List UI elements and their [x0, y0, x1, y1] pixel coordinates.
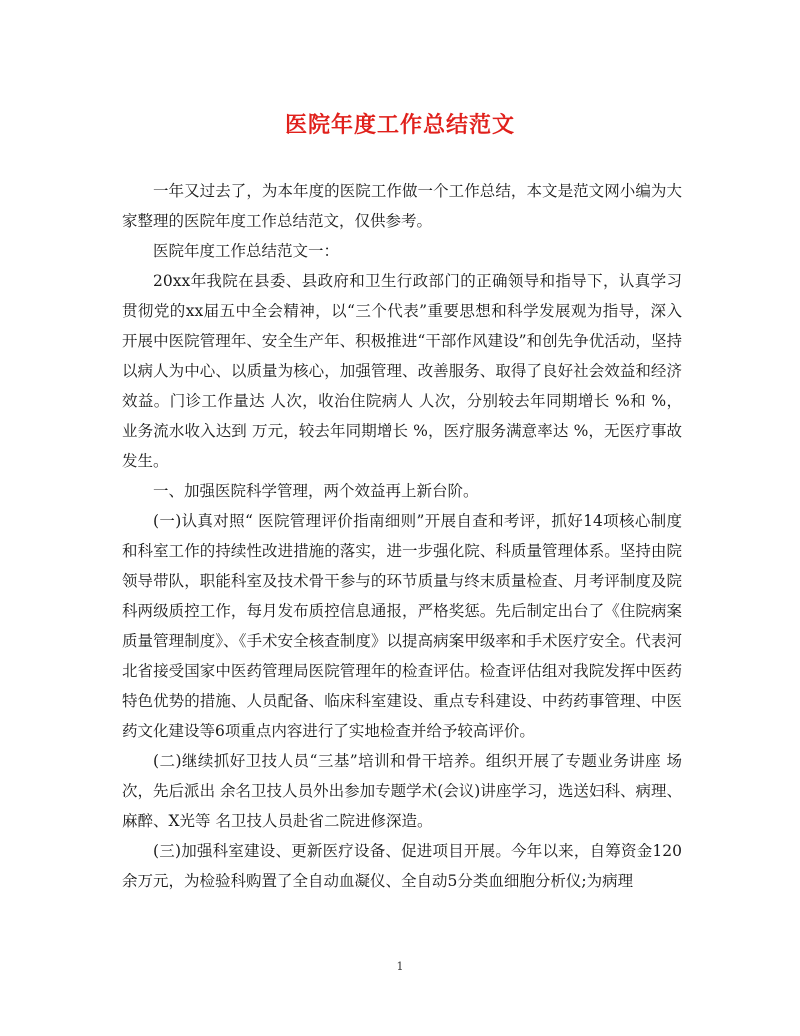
document-title: 医院年度工作总结范文 [284, 112, 515, 138]
page-number: 1 [396, 960, 404, 973]
paragraph-intro: 一年又过去了，为本年度的医院工作做一个工作总结，本文是范文网小编为大家整理的医院年度工作总结范文，仅供参考。 [122, 182, 682, 230]
paragraph-item-one: (一)认真对照“ 医院管理评价指南细则”开展自查和考评，抓好14项核心制度和科室工作的持续性改进措施的落实，进一步强化院、科质量管理体系。坚持由院领导带队，职能科室及技术骨干参与的环节质量与终末质量检查、月考评制度及院科两级质控工作，每月发布质控信息通报，严格奖惩。先后制定出台了《住院病案质量管理制度》、《手术安全核查制度》以提高病案甲级率和手术医疗安全。代表河北省接受国家中医药管理局医院管理年的检查评估。检查评估组对我院发挥中医药特色优势的措施、人员配备、临床科室建设、重点专科建设、中药药事管理、中医药文化建设等6项重点内容进行了实地检查并给予较高评价。 [122, 512, 682, 740]
paragraph-section-one-heading: 一、加强医院科学管理，两个效益再上新台阶。 [153, 482, 479, 500]
document-body [122, 176, 682, 896]
paragraph-item-three: (三)加强科室建设、更新医疗设备、促进项目开展。今年以来，自筹资金120余万元，为检验科购置了全自动血凝仪、全自动5分类血细胞分析仪;为病理 [122, 842, 682, 890]
paragraph-overview: 20xx年我院在县委、县政府和卫生行政部门的正确领导和指导下，认真学习贯彻党的xx届五中全会精神，以“三个代表”重要思想和科学发展观为指导，深入开展中医院管理年、安全生产年、积极推进“干部作风建设”和创先争优活动，坚持以病人为中心、以质量为核心，加强管理、改善服务、取得了良好社会效益和经济效益。门诊工作量达 人次，收治住院病人 人次，分别较去年同期增长 %和 %，业务流水收入达到 万元，较去年同期增长 %，医疗服务满意率达 %，无医疗事故发生。 [122, 272, 682, 470]
paragraph-item-two: (二)继续抓好卫技人员“三基”培训和骨干培养。组织开展了专题业务讲座 场次，先后派出 余名卫技人员外出参加专题学术(会议)讲座学习，选送妇科、病理、麻醉、X光等 名卫技人员赴省二院进修深造。 [122, 752, 682, 830]
paragraph-heading-sample-one: 医院年度工作总结范文一： [153, 242, 340, 260]
